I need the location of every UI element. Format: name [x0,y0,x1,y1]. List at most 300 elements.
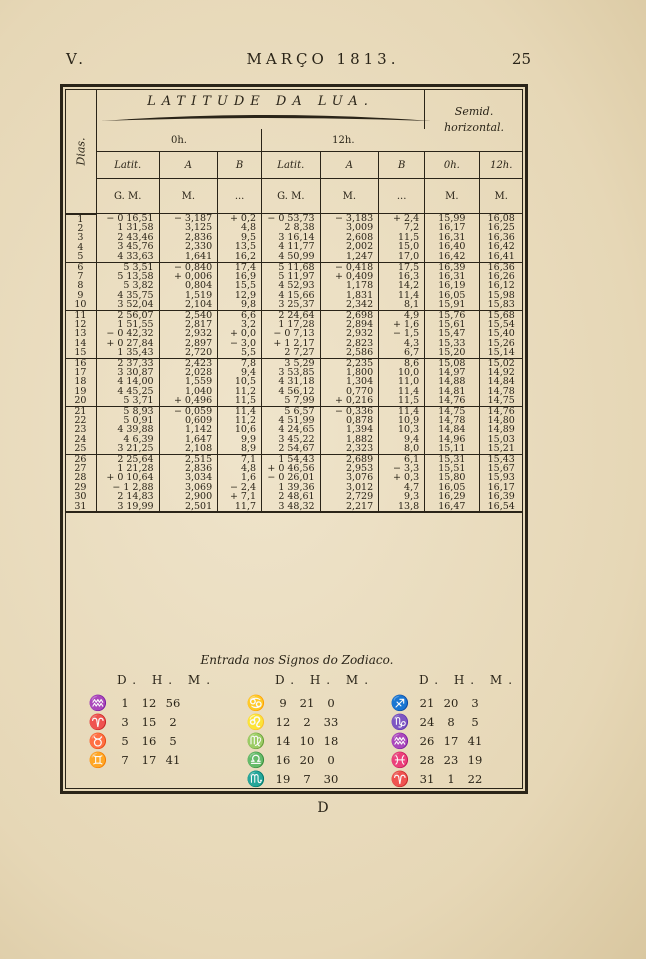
value-lat12: 4 11,77 [278,241,315,253]
value-b0: 15,5 [234,280,257,292]
value-s0: 15,51 [438,463,466,475]
value-lat0: 4 39,88 [117,424,154,436]
value-s0: 16,17 [438,222,466,234]
table-cell-a12 [320,310,379,358]
value-days: 25 [74,443,87,455]
value-a0: 0,609 [184,415,213,427]
value-b12: 4,7 [404,481,420,493]
table-cell-b0 [218,214,262,263]
table-cell-s12 [479,262,523,310]
value-a0: 2,932 [184,328,213,340]
value-b0: 13,5 [234,241,257,253]
value-days: 10 [74,299,87,311]
value-lat12: 4 51,99 [278,415,315,427]
table-cell-s12 [479,406,523,454]
value-s0: 15,20 [438,347,466,359]
value-b0: 17,4 [234,261,257,273]
zodiac-minute: 56 [165,695,181,710]
zodiac-sign-icon: ♊ [88,750,108,769]
table-cell-lat12 [262,406,321,454]
zodiac-day: 9 [279,695,287,710]
unit-header: M. [159,179,218,214]
zodiac-minute: 3 [471,695,479,710]
zodiac-row [83,693,216,712]
latitude-title: LATITUDE DA LUA. [147,93,374,109]
zodiac-sign-icon: ♌ [246,712,266,731]
value-lat12: 3 25,37 [278,299,315,311]
value-a12: + 0,216 [334,395,374,407]
value-s12: 16,26 [487,270,515,282]
table-row [65,262,523,310]
value-lat0: 2 37,33 [117,357,154,369]
value-b0: 4,8 [240,222,257,234]
value-lat12: 2 7,27 [284,347,315,359]
table-cell-days [65,358,96,406]
value-s0: 15,99 [438,213,466,224]
value-lat12: 4 15,66 [278,289,315,301]
value-lat12: 3 16,14 [278,231,315,243]
value-a0: 0,804 [184,280,213,292]
value-a12: 2,953 [345,463,374,475]
zodiac-hour: 10 [299,733,315,748]
value-b12: 11,0 [397,376,420,388]
table-cell-b12 [379,310,425,358]
value-s0: 15,91 [438,299,466,311]
value-lat12: − 0 7,13 [273,328,315,340]
value-b12: 6,1 [404,453,420,465]
zodiac-minute: 30 [323,771,339,786]
table-cell-a0 [159,406,218,454]
page-title: MARÇO 1813. [246,50,400,68]
value-lat12: 4 50,99 [278,250,315,262]
value-b12: 10,0 [397,367,420,378]
zodiac-minute: 5 [471,714,479,729]
value-b12: 15,0 [397,241,420,253]
value-a12: 2,894 [345,318,374,330]
value-a0: 2,501 [184,500,213,512]
value-s12: 15,54 [487,318,515,330]
value-a12: 2,608 [345,231,374,243]
value-s0: 15,76 [438,309,466,321]
value-lat0: 1 31,58 [117,222,154,234]
zodiac-day: 31 [419,771,435,786]
table-cell-b12 [379,454,425,512]
value-s12: 15,03 [487,433,515,445]
value-lat0: 5 0,91 [123,415,154,427]
zodiac-day: 14 [275,733,291,748]
value-s12: 15,68 [487,309,515,321]
value-s12: 16,41 [487,250,515,262]
zodiac-row [385,712,518,731]
value-a12: 0,878 [345,415,374,427]
value-b12: 8,0 [404,443,420,455]
table-cell-s12 [479,214,523,263]
value-s0: 14,76 [438,395,466,407]
unit-header: M. [479,179,523,214]
value-a0: − 0,840 [173,261,213,273]
value-s0: 14,96 [438,433,466,445]
value-days: 23 [74,424,87,436]
value-days: 11 [74,309,87,321]
value-b12: − 1,5 [393,328,420,340]
zodiac-day: 24 [419,714,435,729]
zodiac-row [385,750,518,769]
table-row [65,214,523,263]
zodiac-sign-icon: ♈ [88,712,108,731]
value-s0: 14,84 [438,424,466,436]
value-lat0: 2 25,64 [117,453,154,465]
table-cell-a0 [159,358,218,406]
zodiac-day: 12 [275,714,291,729]
value-days: 17 [74,367,87,378]
value-s12: 16,12 [487,280,515,292]
value-lat12: 3 53,85 [278,367,315,378]
value-lat0: + 0 10,64 [106,472,154,484]
value-a0: 1,641 [184,250,213,262]
value-s12: 14,80 [487,415,515,427]
value-s12: 15,93 [487,472,515,484]
value-s12: 15,40 [487,328,515,340]
value-b0: 8,9 [240,443,257,455]
zodiac-minute: 2 [169,714,177,729]
table-cell-lat0 [96,310,159,358]
value-b12: 9,3 [404,491,420,503]
value-a12: 2,932 [345,328,374,340]
zodiac-sign-icon: ♐ [390,693,410,712]
value-b12: + 2,4 [393,213,420,224]
value-days: 12 [74,318,87,330]
value-s0: 16,31 [438,270,466,282]
value-lat12: 4 56,12 [278,385,315,397]
zodiac-row [385,731,518,750]
table-cell-b12 [379,406,425,454]
value-days: 31 [74,500,87,512]
value-b12: 4,9 [404,309,420,321]
value-days: 9 [77,289,84,301]
value-s12: 15,67 [487,463,515,475]
value-s12: 15,02 [487,357,515,369]
value-days: 2 [77,222,84,234]
value-lat0: 5 13,58 [117,270,154,282]
value-lat0: 3 19,99 [117,500,154,512]
table-cell-lat12 [262,454,321,512]
value-a12: − 0,418 [334,261,374,273]
value-lat12: 4 52,93 [278,280,315,292]
value-a0: + 0,496 [173,395,213,407]
zodiac-header: D. H. M. [117,673,217,687]
value-lat0: 5 3,71 [123,395,154,407]
zodiac-row [385,693,518,712]
value-days: 22 [74,415,87,427]
table-row [65,310,523,358]
value-b0: 1,6 [240,472,257,484]
value-b12: 4,3 [404,337,420,349]
value-s12: 16,36 [487,261,515,273]
value-s12: 16,08 [487,213,515,224]
value-a12: 3,076 [345,472,374,484]
days-header: Dias. [65,89,96,214]
value-days: 3 [77,232,84,244]
value-s0: 16,47 [438,500,466,512]
value-lat0: 3 45,76 [117,241,154,253]
zodiac-hour: 17 [141,752,157,767]
value-a12: 2,586 [345,347,374,359]
zodiac-hour: 17 [443,733,459,748]
value-lat0: 4 35,75 [117,289,154,301]
table-cell-days [65,310,96,358]
value-lat12: 4 31,18 [278,376,315,388]
value-lat12: 2 24,64 [278,309,315,321]
zodiac-row [241,712,374,731]
table-cell-a0 [159,454,218,512]
table-cell-b0 [218,454,262,512]
value-b12: 11,4 [397,405,420,417]
value-s0: 15,31 [438,453,466,465]
value-b12: 8,1 [404,299,420,311]
value-lat0: 4 14,00 [117,376,154,388]
value-days: 18 [74,376,87,388]
value-a12: 2,729 [345,491,374,503]
value-lat0: 3 30,87 [117,367,154,378]
value-days: 13 [74,328,87,340]
zodiac-sign-icon: ♓ [390,750,410,769]
value-b12: 9,4 [404,433,420,445]
value-s0: 15,61 [438,318,466,330]
value-days: 6 [77,261,84,273]
table-cell-a12 [320,454,379,512]
value-b0: 9,5 [240,231,257,243]
column-header: Latit. [262,152,321,179]
value-lat0: 1 35,43 [117,347,154,359]
zodiac-hour: 21 [299,695,315,710]
table-cell-b0 [218,310,262,358]
value-b0: 9,4 [240,367,257,378]
value-s12: 15,21 [487,443,515,455]
table-row [65,358,523,406]
unit-header: M. [425,179,479,214]
column-header: B [379,152,425,179]
value-s0: 15,08 [438,357,466,369]
value-s0: 16,42 [438,250,466,262]
value-lat12: + 0 46,56 [267,463,315,475]
value-s12: 15,26 [487,337,515,349]
value-b12: 17,5 [397,261,420,273]
table-cell-a12 [320,262,379,310]
value-b0: 9,8 [240,299,257,311]
value-lat0: 2 14,83 [117,491,154,503]
zodiac-minute: 41 [467,733,483,748]
value-a0: 1,647 [184,433,213,445]
value-b12: 11,5 [397,395,420,407]
table-cell-a12 [320,214,379,263]
value-b12: + 1,6 [393,318,420,330]
value-lat12: 2 54,67 [278,443,315,455]
value-s0: 14,88 [438,376,466,388]
semid-header: Semid. horizontal. [425,89,523,152]
zodiac-row [83,712,216,731]
value-s12: 16,36 [487,231,515,243]
value-s12: 14,78 [487,385,515,397]
table-cell-s12 [479,310,523,358]
unit-header: ... [218,179,262,214]
value-s0: 14,75 [438,405,466,417]
zodiac-row [241,693,374,712]
value-s12: 14,92 [487,367,515,378]
zodiac-minute: 41 [165,752,181,767]
page-marker: V. [66,50,87,68]
unit-header: ... [379,179,425,214]
value-days: 16 [74,357,87,369]
value-b0: 11,4 [234,405,257,417]
value-lat0: 5 3,82 [123,280,154,292]
value-b0: + 7,1 [229,491,257,503]
value-lat0: 4 6,39 [123,433,154,445]
value-lat12: 2 48,61 [278,491,315,503]
value-lat12: 5 11,97 [278,270,315,282]
zodiac-hour: 1 [447,771,455,786]
table-cell-b12 [379,214,425,263]
value-days: 1 [77,213,84,225]
zodiac-minute: 19 [467,752,483,767]
value-days: 21 [74,405,87,417]
value-a12: − 3,183 [334,213,374,224]
value-days: 27 [74,463,87,475]
table-cell-lat0 [96,262,159,310]
value-b12: 13,8 [397,500,420,512]
value-s0: 14,81 [438,385,466,397]
table-cell-a0 [159,214,218,263]
zodiac-day: 7 [121,752,129,767]
value-b12: 11,4 [397,385,420,397]
value-a12: 2,823 [345,337,374,349]
value-b0: − 2,4 [229,481,257,493]
zodiac-sign-icon: ♎ [246,750,266,769]
zodiac-day: 16 [275,752,291,767]
value-s12: 14,84 [487,376,515,388]
value-days: 19 [74,385,87,397]
value-days: 15 [74,347,87,359]
unit-header: G. M. [96,179,159,214]
value-a0: 2,817 [184,318,213,330]
value-b0: 6,6 [240,309,257,321]
value-a0: 2,423 [184,357,213,369]
value-a0: 1,519 [184,289,213,301]
table-row [65,454,523,512]
unit-header: G. M. [262,179,321,214]
value-s0: 16,19 [438,280,466,292]
table-cell-s0 [425,454,479,512]
zodiac-day: 19 [275,771,291,786]
zodiac-hour: 7 [303,771,311,786]
zodiac-sign-icon: ♑ [390,712,410,731]
value-lat12: 4 24,65 [278,424,315,436]
value-a0: 2,330 [184,241,213,253]
table-cell-b0 [218,262,262,310]
table-cell-lat0 [96,454,159,512]
value-b12: + 0,3 [393,472,420,484]
value-a0: 2,897 [184,337,213,349]
zodiac-column-3 [385,673,518,788]
column-header: 0h. [425,152,479,179]
value-b0: 11,2 [234,415,257,427]
value-s12: 16,39 [487,491,515,503]
value-b12: − 3,3 [393,463,420,475]
value-a12: 2,217 [345,500,374,512]
table-cell-lat12 [262,310,321,358]
unit-header: M. [320,179,379,214]
title-swash [97,111,435,125]
zodiac-sign-icon: ♈ [390,769,410,788]
value-b12: 6,7 [404,347,420,359]
value-a12: 1,800 [345,367,374,378]
value-s0: 15,11 [438,443,466,455]
zodiac-column-1 [83,673,216,769]
signature-mark: D [317,800,329,816]
zodiac-column-2 [241,673,374,788]
table-cell-s0 [425,310,479,358]
value-days: 29 [74,481,87,493]
value-lat0: 2 56,07 [117,309,154,321]
value-s12: 14,75 [487,395,515,407]
zodiac-hour: 15 [141,714,157,729]
zodiac-sign-icon: ♒ [390,731,410,750]
value-days: 24 [74,433,87,445]
value-days: 5 [77,251,84,263]
value-b12: 16,3 [397,270,420,282]
value-days: 4 [77,241,84,253]
value-lat0: 5 3,51 [123,261,154,273]
value-b0: + 0,2 [229,213,257,224]
value-lat0: 5 8,93 [123,405,154,417]
value-s0: 14,97 [438,367,466,378]
value-b12: 11,4 [397,289,420,301]
value-b12: 17,0 [397,250,420,262]
table-cell-a12 [320,358,379,406]
value-s12: 15,98 [487,289,515,301]
value-a0: 2,540 [184,309,213,321]
value-b0: 11,7 [234,500,257,512]
value-a0: − 3,187 [173,213,213,224]
value-a0: 2,515 [184,453,213,465]
zodiac-minute: 0 [327,695,335,710]
zodiac-day: 3 [121,714,129,729]
value-lat12: 1 39,36 [278,481,315,493]
zodiac-minute: 5 [169,733,177,748]
value-lat0: 3 21,25 [117,443,154,455]
value-lat0: 3 52,04 [117,299,154,311]
zodiac-row [241,750,374,769]
value-a12: 1,247 [345,250,374,262]
value-s12: 15,43 [487,453,515,465]
latitude-table [65,89,523,513]
table-cell-b0 [218,406,262,454]
value-lat0: 2 43,46 [117,231,154,243]
zodiac-minute: 18 [323,733,339,748]
value-lat12: 1 17,28 [278,318,315,330]
value-a12: + 0,409 [334,270,374,282]
table-cell-b12 [379,358,425,406]
zodiac-sign-icon: ♋ [246,693,266,712]
value-s12: 16,54 [487,500,515,512]
page-number: 25 [511,50,531,68]
value-lat0: + 0 27,84 [106,337,154,349]
value-a0: 2,028 [184,367,213,378]
value-lat0: − 0 16,51 [106,213,154,224]
value-a0: − 0,059 [173,405,213,417]
value-s12: 14,76 [487,405,515,417]
value-days: 14 [74,337,87,349]
value-s12: 16,17 [487,481,515,493]
